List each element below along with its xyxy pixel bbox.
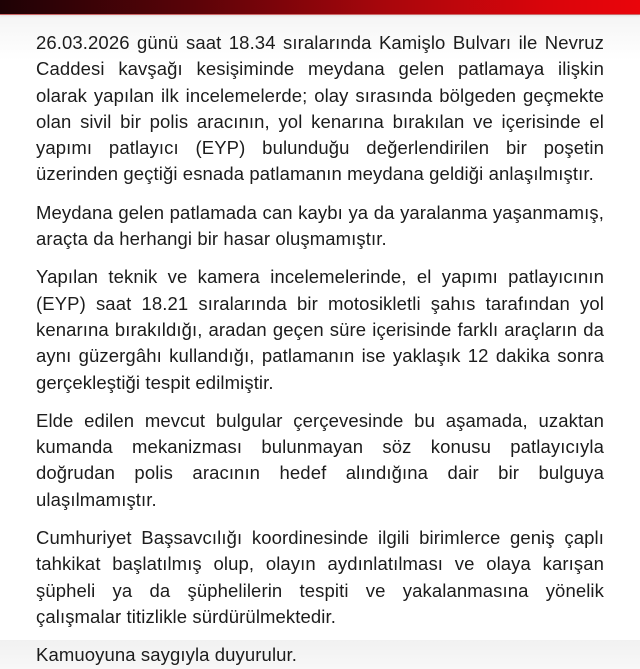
paragraph-investigation: Cumhuriyet Başsavcılığı koordinesinde ilgili birimlerce geniş çaplı tahkikat başlatılmış olup, olayın aydınlatılması ve olaya karışan şüpheli ya da şüphelilerin tespiti ve yakalanmasına yönelik çalışmalar titizlikle sürdürülmektedir. bbox=[36, 527, 604, 627]
paragraph-closing: Kamuoyuna saygıyla duyurulur. bbox=[36, 644, 298, 666]
press-statement-body bbox=[36, 30, 604, 669]
paragraph-current-findings: Elde edilen mevcut bulgular çerçevesinde bu aşamada, uzaktan kumanda mekanizması bulunmayan söz konusu patlayıcıyla doğrudan polis aracının hedef alındığına dair bir bulguya ulaşılmamıştır. bbox=[36, 409, 604, 510]
paragraph-incident-summary: 26.03.2026 günü saat 18.34 sıralarında Kamişlo Bulvarı ile Nevruz Caddesi kavşağı kesişiminde meydana gelen patlamaya ilişkin olarak yapılan ilk incelemelerde; olay sırasında bölgeden geçmekte olan sivil bir polis aracının, yol kenarına bırakılan ve içerisinde el yapımı patlayıcı (EYP) bulunduğu değerlendirilen bir poşetin üzerinden geçtiği esnada patlamanın meydana geldiği anlaşılmıştır. bbox=[36, 32, 604, 185]
header-color-bar bbox=[0, 0, 640, 14]
paragraph-no-casualties: Meydana gelen patlamada can kaybı ya da yaralanma yaşanmamış, araçta da herhangi bir hasar oluşmamıştır. bbox=[36, 201, 604, 250]
paragraph-technical-findings: Yapılan teknik ve kamera incelemelerinde, el yapımı patlayıcının (EYP) saat 18.21 sıralarında bir motosikletli şahıs tarafından yol kenarına bırakıldığı, aradan geçen süre içerisinde farklı araçların da aynı güzergâhı kullandığı, patlamanın ise yaklaşık 12 dakika sonra gerçekleştiği tespit edilmiştir. bbox=[36, 266, 604, 393]
